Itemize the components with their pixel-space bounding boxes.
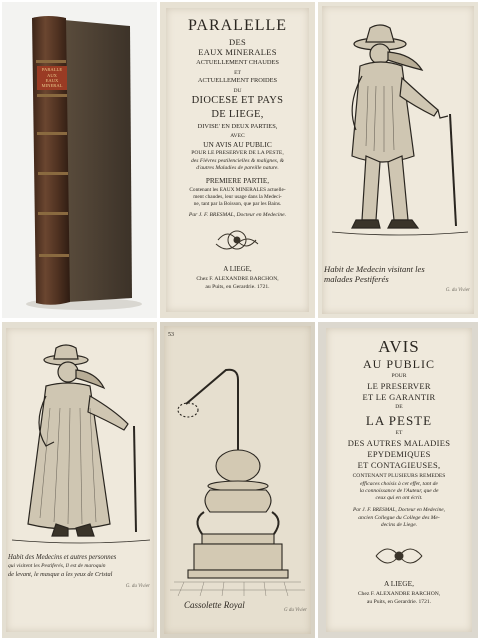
printer-ornament-icon [326, 536, 472, 576]
title-line: ACTUELLEMENT FROIDES [197, 77, 278, 84]
book-spine-drawing [2, 2, 157, 318]
title-line: DU [233, 88, 242, 94]
avis-line: ancien Collegue du College des Me- [358, 515, 440, 521]
avis-line: DES AUTRES MALADIES [347, 438, 451, 448]
avis-title-page-photo [318, 322, 478, 638]
author-line: Par J. F. BRESMAL, Docteur en Medecine. [188, 212, 287, 218]
title-line: DIVISE' EN DEUX PARTIES, [197, 123, 278, 130]
avis-line: DE [395, 404, 403, 410]
avis-title: AU PUBLIC [362, 357, 435, 371]
title-line: DE LIEGE, [211, 109, 264, 120]
title-line: ment chaudes, leur usage dans la Medeci- [193, 194, 282, 200]
imprint-line: Chez F. ALEXANDRE BARCHON, [196, 276, 279, 282]
book-spine-photo [2, 2, 157, 318]
plate-caption: malades Pestiferés [324, 274, 389, 284]
plague-doctor-plate-photo [318, 2, 478, 318]
imprint-city: A LIEGE, [384, 579, 414, 588]
avis-line: EPYDEMIQUES [367, 449, 431, 459]
title-line: AVEC [230, 133, 245, 139]
avis-line: POUR [391, 373, 407, 379]
plague-doctor-engraving [6, 328, 154, 558]
title-page-photo [160, 2, 315, 318]
printer-ornament-icon [166, 222, 309, 262]
avis-line: LA PESTE [365, 413, 433, 428]
avis-line: decins de Liege. [380, 522, 418, 528]
title-line: Contenant les EAUX MINERALES actuelle- [189, 187, 286, 193]
avis-line: efficaces choisis à cet effet, tant de [360, 481, 438, 487]
avis-line: LE PRESERVER [367, 381, 431, 391]
imprint-line: au Puits, en Gerardrie. 1721. [205, 284, 270, 290]
avis-title-page [326, 328, 472, 632]
avis-line: la connoissance de l'Auteur, que de [359, 488, 439, 494]
page-number: 53 [168, 332, 174, 338]
avis-line: ET CONTAGIEUSES, [357, 460, 441, 470]
plate-caption: Habit des Medecins et autres personnes [8, 554, 117, 561]
engraving-page [164, 326, 311, 634]
title-line: des Fiévres pestilencielles & malignes, & [191, 158, 284, 164]
avis-title: AVIS [378, 337, 420, 356]
book-title: PARALELLE [187, 17, 288, 34]
plate-caption: qui visitent les Pestiferés, Il est de maroquin [8, 563, 106, 569]
title-line: POUR LE PRESERVER DE LA PESTE, [191, 150, 284, 156]
plate-caption: Cassolette Royal [184, 600, 245, 610]
title-line: ACTUELLEMENT CHAUDES [196, 59, 279, 66]
spine-label-line: PARALLE [41, 67, 63, 72]
title-line: d'autres Maladies de pareille nature. [196, 165, 279, 171]
title-line: PREMIERE PARTIE, [205, 177, 270, 185]
plague-doctor-plate-photo [2, 322, 157, 638]
avis-line: ET LE GARANTIR [362, 392, 436, 402]
imprint-city: A LIEGE, [223, 265, 252, 273]
title-line: ET [234, 70, 241, 76]
title-page [166, 8, 309, 312]
spine-label-line: AUX [47, 73, 57, 78]
plate-caption: de levant, le masque a les yeux de Cristal [8, 571, 113, 578]
title-line: DES [229, 37, 246, 47]
author-line: Par J. F. BRESMAL, Docteur en Medecine, [353, 507, 445, 513]
plague-doctor-engraving [322, 6, 474, 266]
spine-label-line: EAUX [45, 78, 59, 83]
watermark: G du Vivier [284, 608, 307, 613]
avis-line: CONTENANT PLUSIEURS REMEDES [352, 473, 446, 479]
title-line: DIOCESE ET PAYS [191, 95, 284, 106]
imprint-line: Chez F. ALEXANDRE BARCHON, [357, 591, 441, 597]
plate-caption: Habit de Medecin visitant les [324, 264, 425, 274]
imprint-line: au Puits, en Gerardrie. 1721. [366, 599, 432, 605]
watermark: G. du Vivier [445, 288, 470, 293]
engraving-page [6, 328, 154, 632]
engraving-page [322, 6, 474, 314]
title-line: UN AVIS AU PUBLIC [203, 140, 272, 149]
avis-line: ET [395, 430, 403, 436]
cassolette-plate-photo [160, 322, 315, 638]
cassolette-engraving [164, 340, 311, 610]
spine-label-line: MINERAL [41, 83, 63, 88]
watermark: G. du Vivier [125, 584, 150, 589]
title-line: EAUX MINERALES [198, 47, 277, 57]
title-line: ne, tant par la Boisson, que par les Bains. [193, 201, 282, 207]
avis-line: ceux qui en ont écrit. [375, 495, 423, 501]
